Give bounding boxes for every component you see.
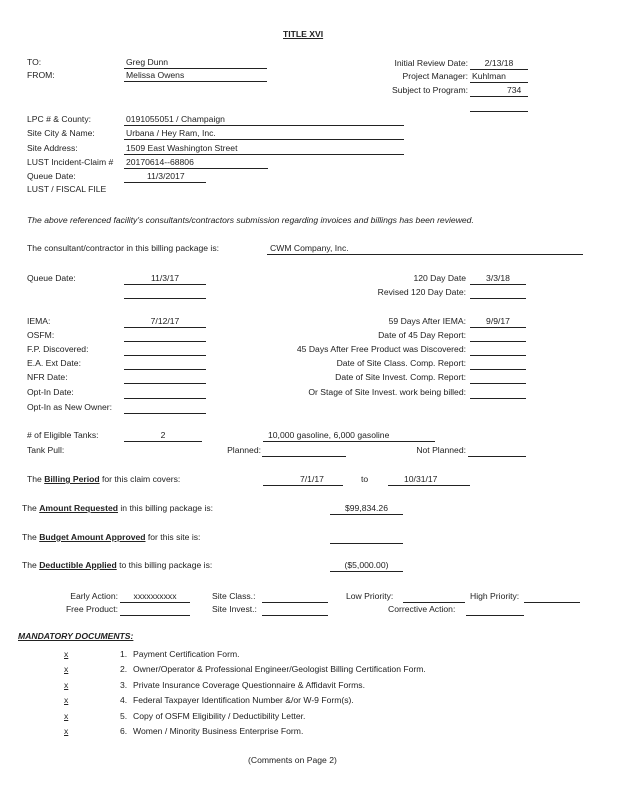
amount-requested-value: $99,834.26 — [344, 503, 388, 513]
mandatory-num-4: 4. — [120, 695, 128, 705]
queue-date-label: Queue Date: — [27, 171, 76, 181]
class-report-line — [470, 369, 526, 370]
revised-line — [470, 298, 526, 299]
review-statement: The above referenced facility's consultants/contractors submission regarding invoices and billings has been reviewed. — [27, 215, 474, 225]
mandatory-mark-2: x — [64, 664, 69, 674]
mandatory-text-6: Women / Minority Business Enterprise Form. — [133, 726, 304, 736]
mandatory-text-3: Private Insurance Coverage Questionnaire & Affidavit Forms. — [133, 680, 365, 690]
free-product-line — [470, 355, 526, 356]
lust-line — [124, 168, 268, 169]
lust-value: 20170614--68806 — [126, 157, 194, 167]
site-class-label: Site Class.: — [212, 591, 256, 601]
subject-line — [470, 96, 528, 97]
fiscal-file-label: LUST / FISCAL FILE — [27, 184, 107, 194]
low-priority-line — [403, 602, 465, 603]
billing-from-line — [263, 485, 343, 486]
review-date-line — [470, 69, 528, 70]
not-planned-label: Not Planned: — [416, 445, 466, 455]
from-value: Melissa Owens — [126, 70, 185, 80]
days59-label: 59 Days After IEMA: — [388, 316, 466, 326]
lpc-value: 0191055051 / Champaign — [126, 114, 225, 124]
iema-value: 7/12/17 — [150, 316, 180, 326]
budget-approved-label: The Budget Amount Approved for this site is: — [22, 532, 201, 542]
mandatory-num-5: 5. — [120, 711, 128, 721]
lpc-line — [124, 125, 404, 126]
queue-line-2 — [124, 298, 206, 299]
billing-period-from: 7/1/17 — [300, 474, 324, 484]
planned-line — [262, 456, 346, 457]
early-action-value: xxxxxxxxxx — [133, 591, 177, 601]
mandatory-text-2: Owner/Operator & Professional Engineer/Geologist Billing Certification Form. — [133, 664, 426, 674]
billing-period-label: The Billing Period for this claim covers: — [27, 474, 181, 484]
invest-report-line — [470, 383, 526, 384]
city-value: Urbana / Hey Ram, Inc. — [126, 128, 216, 138]
optin-owner-label: Opt-In as New Owner: — [27, 402, 113, 412]
billing-to-line — [388, 485, 470, 486]
day120-label: 120 Day Date — [413, 273, 466, 283]
billing-period-to: 10/31/17 — [404, 474, 438, 484]
address-value: 1509 East Washington Street — [126, 143, 238, 153]
city-label: Site City & Name: — [27, 128, 95, 138]
mandatory-num-2: 2. — [120, 664, 128, 674]
days59-value: 9/9/17 — [486, 316, 510, 326]
site-invest-label: Site Invest.: — [212, 604, 257, 614]
eligible-tanks-label: # of Eligible Tanks: — [27, 430, 99, 440]
deductible-applied-label: The Deductible Applied to this billing package is: — [22, 560, 213, 570]
pm-line — [470, 82, 528, 83]
day120-line — [470, 284, 526, 285]
mandatory-mark-3: x — [64, 680, 69, 690]
high-priority-label: High Priority: — [470, 591, 520, 601]
site-class-line — [262, 602, 328, 603]
report45-line — [470, 341, 526, 342]
pm-label: Project Manager: — [402, 71, 468, 81]
revised-label: Revised 120 Day Date: — [377, 287, 466, 297]
comments-footer: (Comments on Page 2) — [248, 755, 337, 765]
optin-label: Opt-In Date: — [27, 387, 74, 397]
not-planned-line — [468, 456, 526, 457]
consultant-label: The consultant/contractor in this billing package is: — [27, 243, 220, 253]
city-line — [124, 139, 404, 140]
ea-line — [124, 369, 206, 370]
mandatory-heading: MANDATORY DOCUMENTS: — [18, 631, 134, 641]
amount-requested-line — [330, 514, 403, 515]
pm-value: Kuhlman — [472, 71, 506, 81]
days59-line — [470, 327, 526, 328]
invest-report-label: Date of Site Invest. Comp. Report: — [335, 372, 466, 382]
queue-date-value: 11/3/2017 — [147, 171, 185, 181]
optin-line — [124, 398, 206, 399]
eligible-tanks-line — [124, 441, 202, 442]
corrective-action-label: Corrective Action: — [388, 604, 456, 614]
eligible-tanks-desc: 10,000 gasoline, 6,000 gasoline — [268, 430, 390, 440]
queue-line — [124, 284, 206, 285]
fp-label: F.P. Discovered: — [27, 344, 89, 354]
tank-pull-label: Tank Pull: — [27, 445, 65, 455]
iema-line — [124, 327, 206, 328]
mandatory-text-4: Federal Taxpayer Identification Number &/or W-9 Form(s). — [133, 695, 354, 705]
subject-label: Subject to Program: — [392, 85, 468, 95]
consultant-line — [267, 254, 583, 255]
report45-label: Date of 45 Day Report: — [378, 330, 466, 340]
nfr-label: NFR Date: — [27, 372, 68, 382]
mandatory-mark-6: x — [64, 726, 69, 736]
mandatory-num-3: 3. — [120, 680, 128, 690]
mandatory-num-1: 1. — [120, 649, 128, 659]
from-line — [124, 81, 267, 82]
optin-owner-line — [124, 413, 206, 414]
mandatory-mark-1: x — [64, 649, 69, 659]
mandatory-text-5: Copy of OSFM Eligibility / Deductibility Letter. — [133, 711, 306, 721]
budget-approved-line — [330, 543, 403, 544]
to-line — [124, 68, 267, 69]
extra-line — [470, 111, 528, 112]
mandatory-text-1: Payment Certification Form. — [133, 649, 240, 659]
review-date-value: 2/13/18 — [484, 58, 514, 68]
nfr-line — [124, 383, 206, 384]
osfm-line — [124, 341, 206, 342]
queue-value: 11/3/17 — [150, 273, 180, 283]
address-line — [124, 154, 404, 155]
osfm-label: OSFM: — [27, 330, 55, 340]
queue-date-line — [124, 182, 206, 183]
free-product-action-line — [120, 615, 190, 616]
low-priority-label: Low Priority: — [346, 591, 394, 601]
invest-stage-line — [470, 398, 526, 399]
class-report-label: Date of Site Class. Comp. Report: — [336, 358, 466, 368]
billing-period-to-word: to — [361, 474, 369, 484]
page-title: TITLE XVI — [283, 29, 324, 39]
mandatory-num-6: 6. — [120, 726, 128, 736]
planned-label: Planned: — [227, 445, 261, 455]
review-date-label: Initial Review Date: — [394, 58, 468, 68]
from-label: FROM: — [27, 70, 55, 80]
address-label: Site Address: — [27, 143, 78, 153]
to-value: Greg Dunn — [126, 57, 169, 67]
invest-stage-label: Or Stage of Site Invest. work being billed: — [308, 387, 466, 397]
ea-label: E.A. Ext Date: — [27, 358, 81, 368]
free-product-label: 45 Days After Free Product was Discovered: — [296, 344, 466, 354]
lust-label: LUST Incident-Claim # — [27, 157, 114, 167]
eligible-tanks-value: 2 — [160, 430, 166, 440]
fp-line — [124, 355, 206, 356]
subject-value: 734 — [507, 85, 522, 95]
corrective-action-line — [466, 615, 524, 616]
free-product-action-label: Free Product: — [65, 604, 118, 614]
amount-requested-label: The Amount Requested in this billing package is: — [22, 503, 214, 513]
deductible-applied-line — [330, 571, 403, 572]
deductible-applied-value: ($5,000.00) — [344, 560, 389, 570]
consultant-value: CWM Company, Inc. — [270, 243, 349, 253]
queue-label: Queue Date: — [27, 273, 76, 283]
to-label: TO: — [27, 57, 42, 67]
lpc-label: LPC # & County: — [27, 114, 92, 124]
early-action-line — [120, 602, 190, 603]
iema-label: IEMA: — [27, 316, 51, 326]
day120-value: 3/3/18 — [486, 273, 510, 283]
high-priority-line — [524, 602, 580, 603]
eligible-desc-line — [263, 441, 435, 442]
site-invest-line — [262, 615, 328, 616]
mandatory-mark-5: x — [64, 711, 69, 721]
early-action-label: Early Action: — [70, 591, 118, 601]
mandatory-mark-4: x — [64, 695, 69, 705]
